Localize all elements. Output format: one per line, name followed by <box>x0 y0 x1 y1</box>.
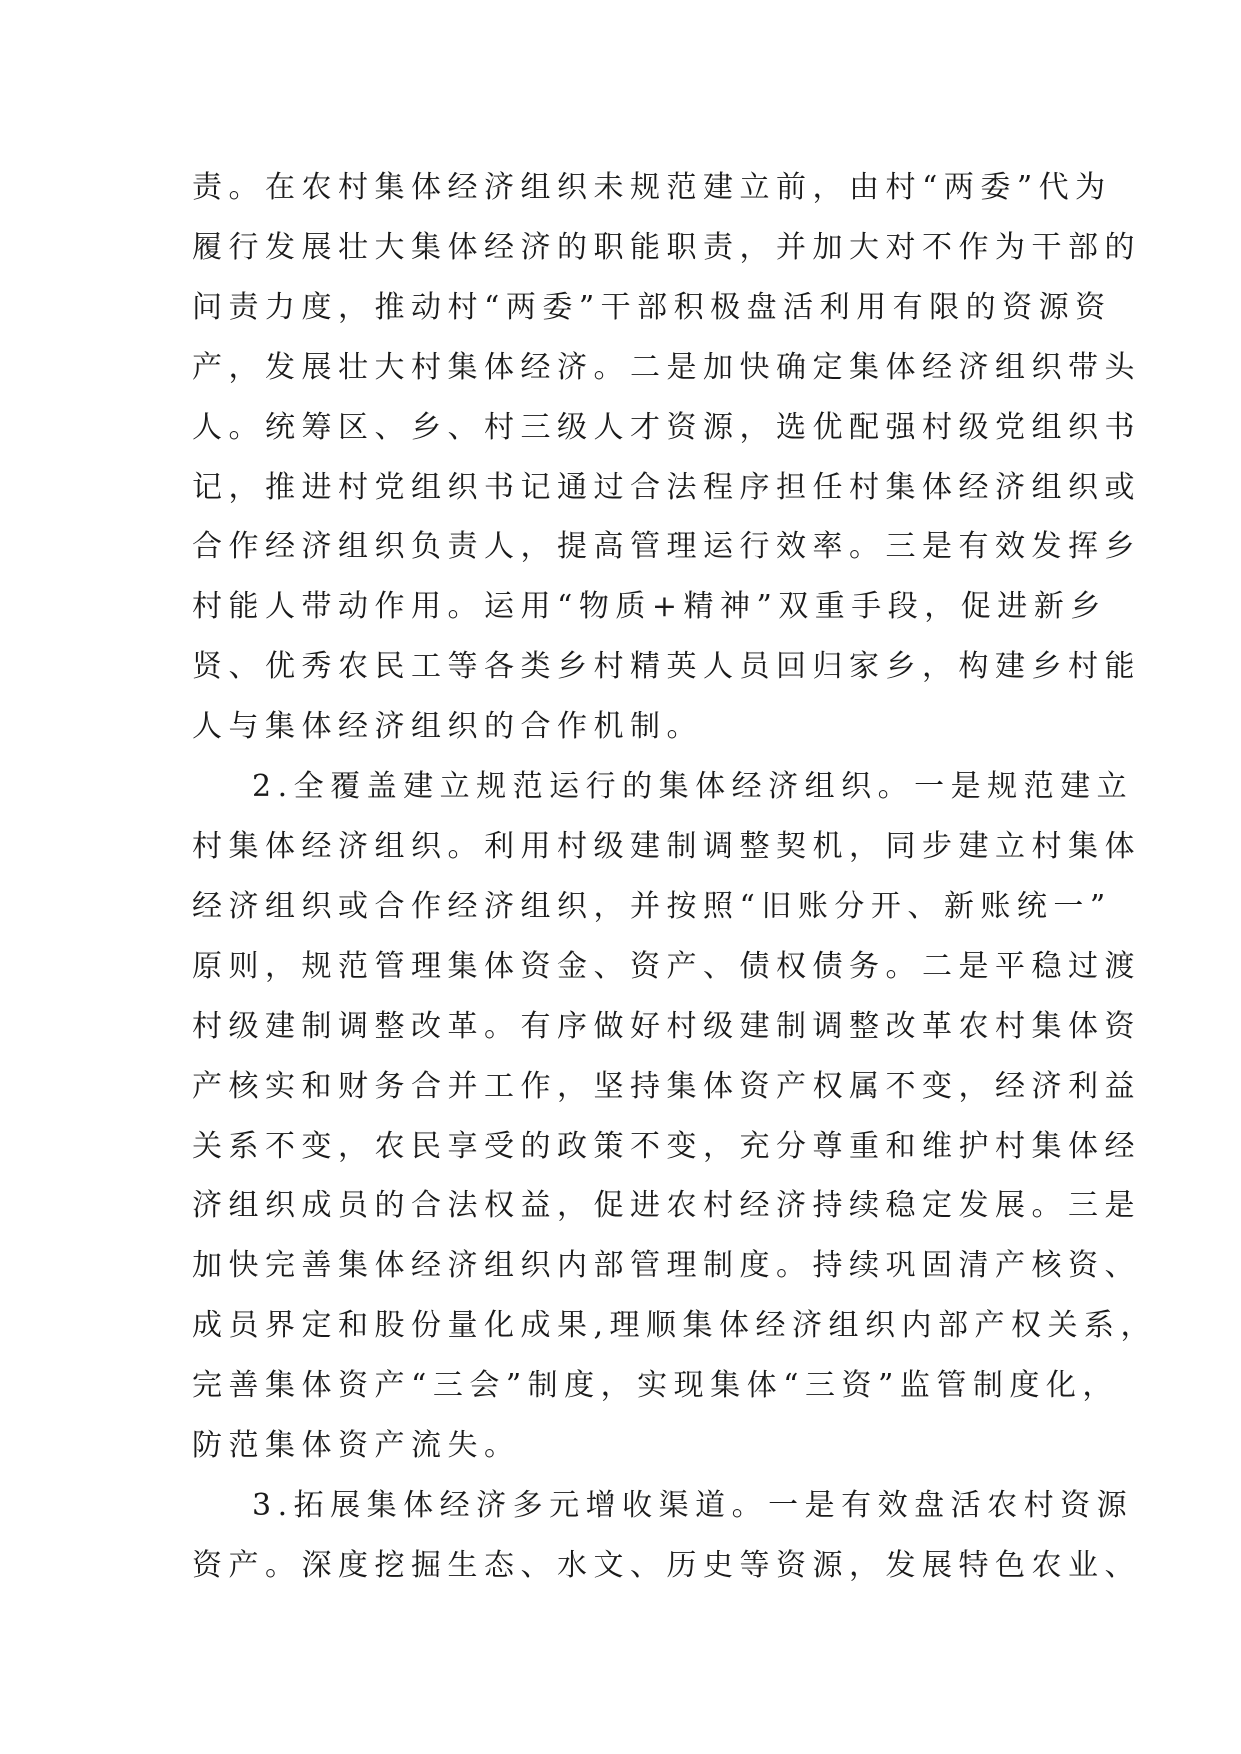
text-line: 经济组织或合作经济组织，并按照“旧账分开、新账统一” <box>192 888 1112 924</box>
text-line: 产，发展壮大村集体经济。二是加快确定集体经济组织带头 <box>192 349 1141 385</box>
text-line: 产核实和财务合并工作，坚持集体资产权属不变，经济利益 <box>192 1068 1141 1104</box>
text-line: 记，推进村党组织书记通过合法程序担任村集体经济组织或 <box>192 469 1141 505</box>
text-line: 完善集体资产“三会”制度，实现集体“三资”监管制度化， <box>192 1368 1119 1404</box>
text-line: 资产。深度挖掘生态、水文、历史等资源，发展特色农业、 <box>192 1547 1141 1583</box>
text-line: 贤、优秀农民工等各类乡村精英人员回归家乡，构建乡村能 <box>192 649 1141 685</box>
text-line: 原则，规范管理集体资金、资产、债权债务。二是平稳过渡 <box>192 948 1141 984</box>
text-line: 加快完善集体经济组织内部管理制度。持续巩固清产核资、 <box>192 1248 1141 1284</box>
text-line: 人与集体经济组织的合作机制。 <box>192 709 703 745</box>
text-line: 村能人带动作用。运用“物质+精神”双重手段，促进新乡 <box>192 589 1107 625</box>
text-line: 问责力度，推动村“两委”干部积极盘活利用有限的资源资 <box>192 289 1112 325</box>
paragraph-3 <box>192 1476 1141 1596</box>
text-line: 济组织成员的合法权益，促进农村经济持续稳定发展。三是 <box>192 1188 1141 1224</box>
text-line: 合作经济组织负责人，提高管理运行效率。三是有效发挥乡 <box>192 529 1141 565</box>
text-line: 关系不变，农民享受的政策不变，充分尊重和维护村集体经 <box>192 1128 1141 1164</box>
text-line: 履行发展壮大集体经济的职能职责，并加大对不作为干部的 <box>192 229 1141 265</box>
text-line: 责。在农村集体经济组织未规范建立前，由村“两委”代为 <box>192 170 1112 205</box>
text-line: 人。统筹区、乡、村三级人才资源，选优配强村级党组织书 <box>192 409 1141 445</box>
body-text <box>192 158 1158 1596</box>
text-line: 3.拓展集体经济多元增收渠道。一是有效盘活农村资源 <box>252 1487 1134 1523</box>
text-line: 2.全覆盖建立规范运行的集体经济组织。一是规范建立 <box>252 769 1134 805</box>
text-line: 村级建制调整改革。有序做好村级建制调整改革农村集体资 <box>192 1008 1141 1044</box>
paragraph-2 <box>192 757 1158 1476</box>
paragraph-1 <box>192 158 1141 757</box>
text-line: 防范集体资产流失。 <box>192 1428 521 1464</box>
text-line: 村集体经济组织。利用村级建制调整契机，同步建立村集体 <box>192 828 1141 864</box>
text-line: 成员界定和股份量化成果,理顺集体经济组织内部产权关系， <box>192 1308 1158 1344</box>
